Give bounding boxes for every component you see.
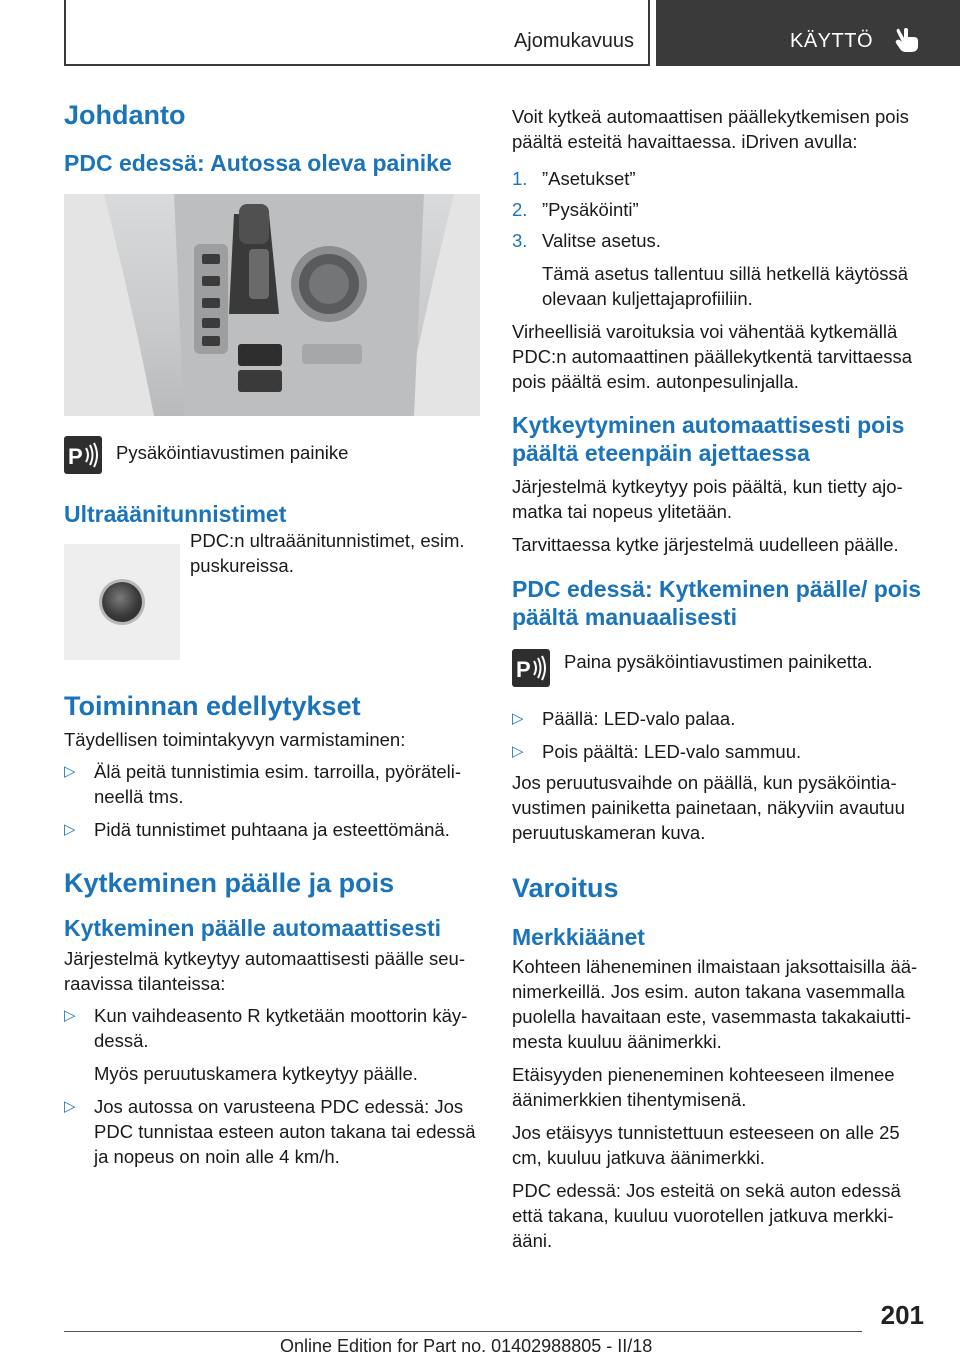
auto-off-text-2: Tarvittaessa kytke järjestelmä uudelleen päälle. xyxy=(512,534,899,555)
signals-p4: PDC edessä: Jos esteitä on sekä auton edessä että takana, kuuluu vuorotellen jatkuva merkki-ääni. xyxy=(512,1180,901,1251)
page-number: 201 xyxy=(880,1300,924,1330)
svg-text:P: P xyxy=(516,657,531,682)
list-item: ▷ Päällä: LED-valo palaa. xyxy=(512,706,924,731)
sensor-photo xyxy=(64,544,180,660)
heading-ultrasonic: Ultraäänitunnistimet xyxy=(64,501,287,527)
footer-edition: Online Edition for Part no. 01402988805 - II/18 xyxy=(280,1336,653,1356)
console-photo xyxy=(64,194,480,416)
false-warnings-text: Virheellisiä varoituksia voi vähentää kytkemällä PDC:n automaattinen päällekytkentä tarvittaessa pois päältä esim. autonpesulinjalla. xyxy=(512,321,913,392)
heading-auto-off: Kytkeytyminen automaattisesti pois päältä eteenpäin ajettaessa xyxy=(512,412,905,466)
pdc-button-caption-row xyxy=(64,436,480,474)
ultrasonic-text: PDC:n ultraäänitunnistimet, esim. puskureissa. xyxy=(190,530,465,576)
heading-pdc-button: PDC edessä: Autossa oleva painike xyxy=(64,150,452,176)
list-item: ▷ Pidä tunnistimet puhtaana ja esteettömänä. xyxy=(64,817,480,842)
footer-divider xyxy=(64,1331,862,1332)
list-item: 3. Valitse asetus. xyxy=(512,230,661,251)
heading-manual: PDC edessä: Kytkeminen päälle/ pois päältä manuaalisesti xyxy=(512,576,922,630)
ultrasonic-row xyxy=(64,528,480,660)
auto-disable-intro: Voit kytkeä automaattisen päällekytkemisen pois päältä esteitä havaittaessa. iDriven avulla: xyxy=(512,106,909,152)
heading-signals: Merkkiäänet xyxy=(512,924,645,950)
pdc-parking-icon xyxy=(512,649,550,687)
svg-text:P: P xyxy=(68,444,83,469)
list-item: 2. ”Pysäköinti” xyxy=(512,199,639,220)
manual-list xyxy=(512,706,924,764)
list-item: ▷ Jos autossa on varusteena PDC edessä: Jos PDC tunnistaa esteen auton takana tai edessä ja nopeus on noin alle 4 km/h. xyxy=(64,1094,480,1169)
auto-on-list-2 xyxy=(64,1094,480,1169)
list-item: ▷ Pois päältä: LED-valo sammuu. xyxy=(512,739,924,764)
auto-on-intro: Järjestelmä kytkeytyy automaattisesti päälle seu-raavissa tilanteissa: xyxy=(64,948,466,994)
signals-p2: Etäisyyden pieneneminen kohteeseen ilmenee äänimerkkien tihentymisenä. xyxy=(512,1064,895,1110)
header-chapter-title: KÄYTTÖ xyxy=(790,30,874,52)
auto-on-list xyxy=(64,1003,480,1053)
heading-requirements: Toiminnan edellytykset xyxy=(64,691,361,721)
step3-sub: Tämä asetus tallentuu sillä hetkellä käytössä olevaan kuljettajaprofiiliin. xyxy=(542,263,909,309)
left-column xyxy=(64,98,480,1169)
heading-auto-on: Kytkeminen päälle automaattisesti xyxy=(64,915,442,941)
manual-row xyxy=(512,649,924,687)
reverse-text: Jos peruutusvaihde on päällä, kun pysäköintia-vustimen painiketta painetaan, näkyviin avautuu peruutuskameran kuva. xyxy=(512,772,905,843)
pointing-hand-icon xyxy=(894,26,920,54)
list-item: 1. ”Asetukset” xyxy=(512,168,636,189)
list-item: ▷ Älä peitä tunnistimia esim. tarroilla, pyöräteli-neellä tms. xyxy=(64,759,480,809)
header-section-box xyxy=(64,0,650,66)
auto-off-text: Järjestelmä kytkeytyy pois päältä, kun tietty ajo-matka tai nopeus ylitetään. xyxy=(512,476,903,522)
auto-item1-sub: Myös peruutuskamera kytkeytyy päälle. xyxy=(94,1063,418,1084)
requirements-list xyxy=(64,759,480,842)
signals-p1: Kohteen läheneminen ilmaistaan jaksottaisilla ää-nimerkeillä. Jos esim. auton takana vasemmalla puolella havaitaan este, vasemmasta takakaiutti-mesta kuuluu äänimerkki. xyxy=(512,956,918,1052)
pdc-parking-icon xyxy=(64,436,102,474)
list-item: ▷ Kun vaihdeasento R kytketään moottorin käy-dessä. xyxy=(64,1003,480,1053)
heading-intro: Johdanto xyxy=(64,100,186,130)
heading-warning: Varoitus xyxy=(512,873,619,903)
ultrasonic-sensor-icon xyxy=(102,582,142,622)
settings-steps xyxy=(512,166,924,253)
signals-p3: Jos etäisyys tunnistettuun esteeseen on alle 25 cm, kuuluu jatkuva äänimerkki. xyxy=(512,1122,900,1168)
requirements-intro: Täydellisen toimintakyvyn varmistaminen: xyxy=(64,729,406,750)
manual-text: Paina pysäköintiavustimen painiketta. xyxy=(564,651,873,672)
console-illustration xyxy=(64,194,480,416)
right-column xyxy=(512,104,924,1253)
header-chapter-box xyxy=(656,0,960,66)
header-section-title: Ajomukavuus xyxy=(513,30,634,52)
heading-switching: Kytkeminen päälle ja pois xyxy=(64,868,395,898)
pdc-button-caption: Pysäköintiavustimen painike xyxy=(116,442,349,463)
